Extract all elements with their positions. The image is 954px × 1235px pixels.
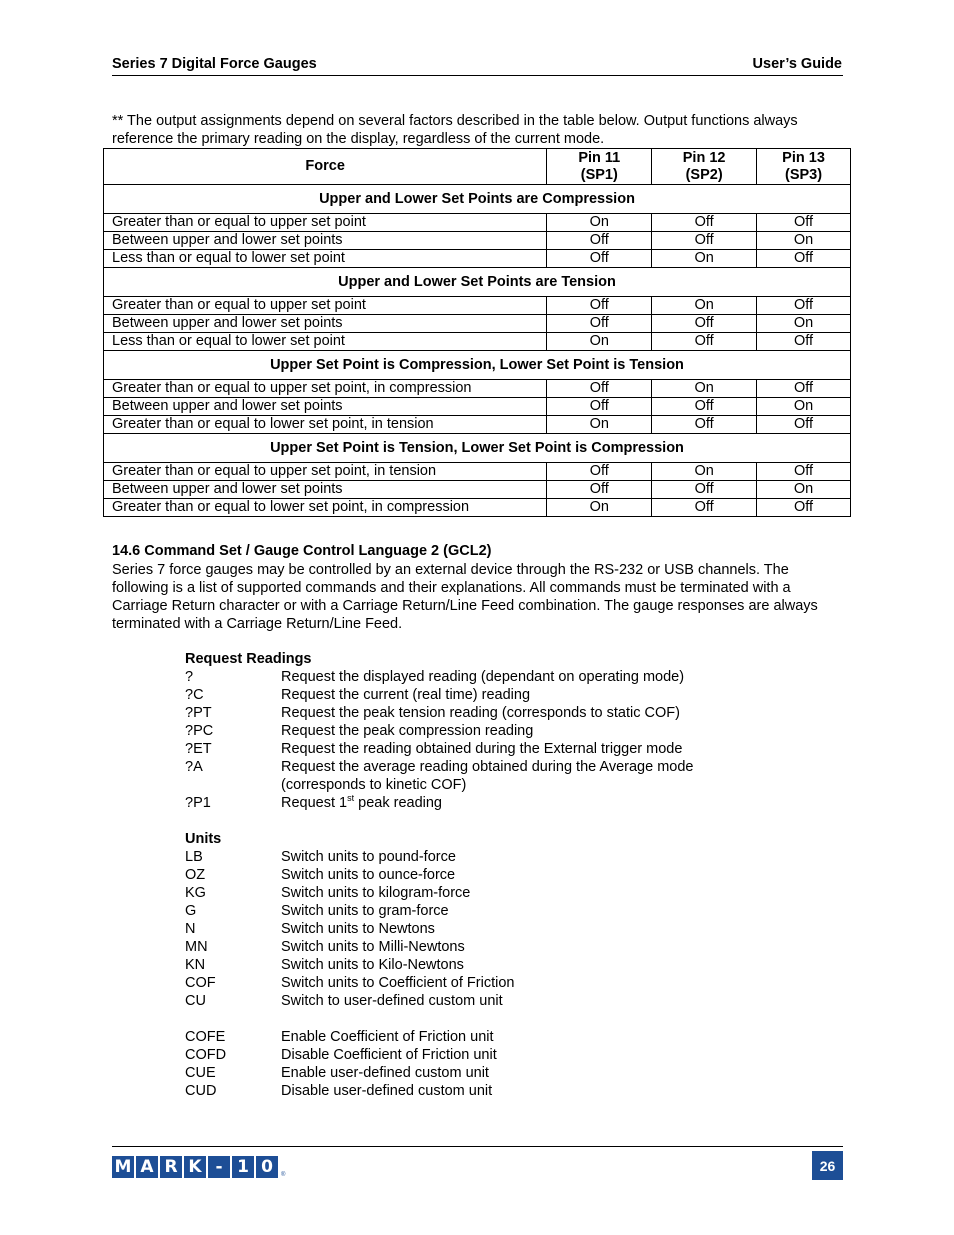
table-row <box>104 499 851 517</box>
command-description: Request the average reading obtained during the Average mode <box>281 759 694 775</box>
pin-state-cell: On <box>757 398 851 416</box>
command-code: CUE <box>185 1065 216 1081</box>
list-item <box>185 668 785 686</box>
table-row <box>104 463 851 481</box>
command-description: Enable Coefficient of Friction unit <box>281 1029 494 1045</box>
logo-letter: 0 <box>256 1156 278 1178</box>
col-pin12-header: Pin 12 (SP2) <box>652 149 757 185</box>
table-row <box>104 398 851 416</box>
command-code: G <box>185 903 197 919</box>
pin-state-cell: Off <box>652 398 757 416</box>
command-description: Request the peak tension reading (corresponds to static COF) <box>281 705 680 721</box>
pin-state-cell: Off <box>547 463 652 481</box>
pin-state-cell: On <box>652 250 757 268</box>
table-section-row <box>104 268 851 297</box>
logo-letter: R <box>160 1156 182 1178</box>
command-description: Disable user-defined custom unit <box>281 1083 493 1099</box>
registered-mark: ® <box>281 1172 286 1178</box>
command-description: Switch units to Milli-Newtons <box>281 939 465 955</box>
page-number: 26 <box>812 1151 843 1180</box>
command-list <box>185 650 785 1100</box>
footer-divider <box>112 1146 843 1147</box>
pin-state-cell: Off <box>757 333 851 351</box>
condition-cell: Between upper and lower set points <box>104 481 547 499</box>
section-heading-cell: Upper and Lower Set Points are Tension <box>104 268 851 297</box>
section-heading-cell: Upper and Lower Set Points are Compression <box>104 185 851 214</box>
command-code: CU <box>185 993 206 1009</box>
list-item <box>185 740 785 758</box>
section-heading-cell: Upper Set Point is Tension, Lower Set Point is Compression <box>104 434 851 463</box>
header-guide-label: User’s Guide <box>752 56 842 72</box>
table-row <box>104 214 851 232</box>
pin-state-cell: Off <box>652 333 757 351</box>
table-row <box>104 380 851 398</box>
mark-10-logo <box>112 1156 285 1178</box>
list-item <box>185 992 785 1010</box>
logo-letter: K <box>184 1156 206 1178</box>
command-code: ? <box>185 669 194 685</box>
command-code: CUD <box>185 1083 217 1099</box>
logo-letter: M <box>112 1156 134 1178</box>
pin-state-cell: Off <box>547 297 652 315</box>
pin-state-cell: Off <box>652 214 757 232</box>
pin-state-cell: Off <box>652 499 757 517</box>
table-row <box>104 250 851 268</box>
logo-letter: - <box>208 1156 230 1178</box>
pin-state-cell: On <box>547 214 652 232</box>
pin-state-cell: Off <box>652 416 757 434</box>
command-code: COF <box>185 975 216 991</box>
list-item <box>185 1028 785 1046</box>
condition-cell: Between upper and lower set points <box>104 232 547 250</box>
command-description: Switch units to Coefficient of Friction <box>281 975 515 991</box>
condition-cell: Greater than or equal to upper set point, in tension <box>104 463 547 481</box>
table-section-row <box>104 351 851 380</box>
table-row <box>104 333 851 351</box>
pin-state-cell: Off <box>757 214 851 232</box>
command-description: Enable user-defined custom unit <box>281 1065 489 1081</box>
command-code: ?PT <box>185 705 212 721</box>
command-code <box>185 776 281 794</box>
condition-cell: Greater than or equal to upper set point <box>104 297 547 315</box>
command-code: ?A <box>185 759 203 775</box>
units-list <box>185 848 785 1010</box>
col-pin11-header: Pin 11 (SP1) <box>547 149 652 185</box>
table-row <box>104 416 851 434</box>
command-code: OZ <box>185 867 206 883</box>
pin-state-cell: Off <box>547 380 652 398</box>
table-row <box>104 481 851 499</box>
table-row <box>104 232 851 250</box>
condition-cell: Less than or equal to lower set point <box>104 333 547 351</box>
output-assignment-table <box>103 148 851 517</box>
list-item <box>185 920 785 938</box>
command-description: Switch units to gram-force <box>281 903 449 919</box>
list-item <box>185 722 785 740</box>
command-description: Switch units to kilogram-force <box>281 885 471 901</box>
command-description: Switch units to pound-force <box>281 849 456 865</box>
list-item <box>185 758 785 776</box>
command-description: Switch to user-defined custom unit <box>281 993 503 1009</box>
command-description: Request the displayed reading (dependant on operating mode) <box>281 669 685 685</box>
table-header-row <box>104 149 851 185</box>
command-description: Request the peak compression reading <box>281 723 534 739</box>
pin-state-cell: Off <box>757 380 851 398</box>
table-section-row <box>104 434 851 463</box>
command-code: ?C <box>185 687 204 703</box>
command-code: COFD <box>185 1047 227 1063</box>
pin-state-cell: Off <box>547 315 652 333</box>
pin-state-cell: Off <box>757 499 851 517</box>
readings-list <box>185 668 785 794</box>
units-heading: Units <box>185 831 222 847</box>
condition-cell: Between upper and lower set points <box>104 398 547 416</box>
list-item <box>185 884 785 902</box>
section-body: Series 7 force gauges may be controlled by an external device through the RS-232 or USB channels. The following is a list of supported commands and their explanations. All commands must be terminated with a Carriage Return character or with a Carriage Return/Line Feed combination. The gauge responses are always terminated with a Carriage Return/Line Feed. <box>112 562 818 632</box>
output-note: ** The output assignments depend on several factors described in the table below. Output functions always reference the primary reading on the display, regardless of the current mode. <box>112 113 798 147</box>
readings-heading: Request Readings <box>185 651 312 667</box>
command-description: Request the reading obtained during the External trigger mode <box>281 741 683 757</box>
list-item <box>185 1082 785 1100</box>
pin-state-cell: Off <box>757 297 851 315</box>
pin-state-cell: Off <box>547 481 652 499</box>
list-item <box>185 848 785 866</box>
list-item <box>185 938 785 956</box>
pin-state-cell: Off <box>547 250 652 268</box>
pin-state-cell: On <box>757 481 851 499</box>
pin-state-cell: Off <box>652 232 757 250</box>
command-code: MN <box>185 939 208 955</box>
command-description: Request 1st peak reading <box>281 793 442 811</box>
pin-state-cell: On <box>547 333 652 351</box>
condition-cell: Greater than or equal to lower set point, in tension <box>104 416 547 434</box>
list-item <box>185 794 785 812</box>
condition-cell: Greater than or equal to upper set point, in compression <box>104 380 547 398</box>
list-item <box>185 1046 785 1064</box>
command-code: LB <box>185 849 203 865</box>
logo-letter: 1 <box>232 1156 254 1178</box>
pin-state-cell: Off <box>652 481 757 499</box>
condition-cell: Between upper and lower set points <box>104 315 547 333</box>
pin-state-cell: On <box>652 297 757 315</box>
pin-state-cell: Off <box>547 398 652 416</box>
command-code: KN <box>185 957 206 973</box>
pin-state-cell: Off <box>652 315 757 333</box>
list-item <box>185 866 785 884</box>
list-item <box>185 776 785 794</box>
pin-state-cell: On <box>547 416 652 434</box>
command-code: COFE <box>185 1029 226 1045</box>
command-description: Request the current (real time) reading <box>281 687 531 703</box>
pin-state-cell: On <box>652 463 757 481</box>
header-divider <box>112 75 843 76</box>
list-item <box>185 686 785 704</box>
command-description: Switch units to Newtons <box>281 921 435 937</box>
units-toggle-list <box>185 1028 785 1100</box>
command-description: Disable Coefficient of Friction unit <box>281 1047 497 1063</box>
list-item <box>185 1064 785 1082</box>
command-description: (corresponds to kinetic COF) <box>281 777 467 793</box>
command-code: ?PC <box>185 723 214 739</box>
condition-cell: Less than or equal to lower set point <box>104 250 547 268</box>
section-title: 14.6 Command Set / Gauge Control Language 2 (GCL2) <box>112 543 492 559</box>
condition-cell: Greater than or equal to lower set point, in compression <box>104 499 547 517</box>
command-code: N <box>185 921 196 937</box>
command-description: Switch units to ounce-force <box>281 867 456 883</box>
col-force-header: Force <box>104 149 547 185</box>
pin-state-cell: On <box>547 499 652 517</box>
pin-state-cell: On <box>757 315 851 333</box>
pin-state-cell: Off <box>757 463 851 481</box>
command-code: ?P1 <box>185 795 211 811</box>
logo-letter: A <box>136 1156 158 1178</box>
condition-cell: Greater than or equal to upper set point <box>104 214 547 232</box>
col-pin13-header: Pin 13 (SP3) <box>757 149 851 185</box>
list-item <box>185 974 785 992</box>
pin-state-cell: Off <box>757 416 851 434</box>
pin-state-cell: On <box>757 232 851 250</box>
table-row <box>104 315 851 333</box>
pin-state-cell: On <box>652 380 757 398</box>
list-item <box>185 902 785 920</box>
section-heading-cell: Upper Set Point is Compression, Lower Set Point is Tension <box>104 351 851 380</box>
command-code: KG <box>185 885 206 901</box>
list-item <box>185 704 785 722</box>
pin-state-cell: Off <box>547 232 652 250</box>
pin-state-cell: Off <box>757 250 851 268</box>
list-item <box>185 956 785 974</box>
command-description: Switch units to Kilo-Newtons <box>281 957 464 973</box>
command-code: ?ET <box>185 741 212 757</box>
table-row <box>104 297 851 315</box>
table-section-row <box>104 185 851 214</box>
header-title: Series 7 Digital Force Gauges <box>112 56 317 72</box>
